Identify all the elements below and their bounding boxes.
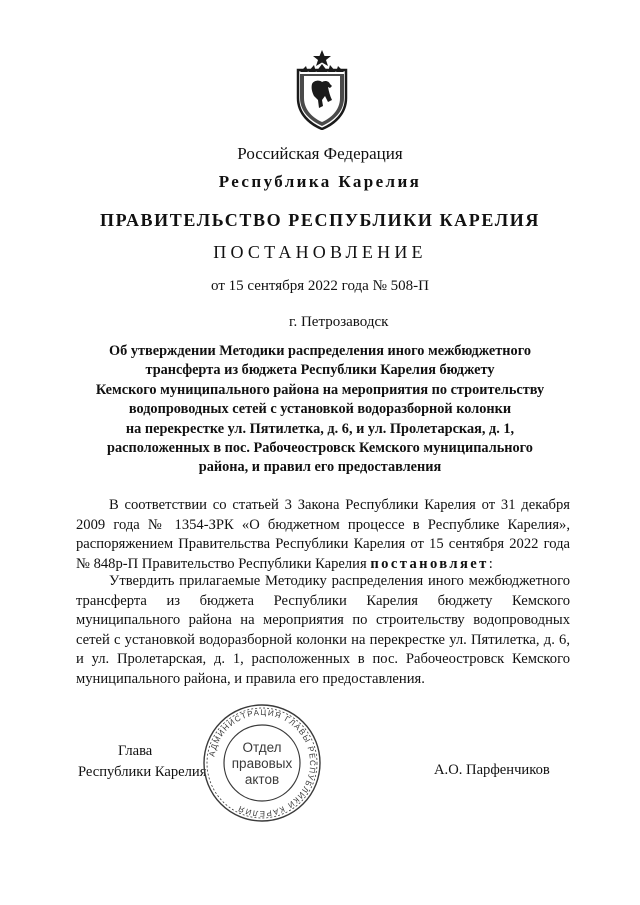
title-line: на перекрестке ул. Пятилетка, д. 6, и ул. Пролетарская, д. 1, bbox=[125, 420, 515, 437]
karelia-coat-of-arms-icon bbox=[294, 50, 350, 130]
stamp-line-1: Отдел bbox=[242, 740, 282, 755]
body-paragraph-2 bbox=[76, 572, 570, 690]
body-paragraph-1 bbox=[76, 496, 570, 574]
document-date-number: от 15 сентября 2022 года № 508-П bbox=[211, 278, 429, 294]
paragraph-1-end: : bbox=[488, 555, 493, 572]
signatory-role-line1: Глава bbox=[118, 743, 153, 759]
title-line: трансферта из бюджета Республики Карелия бюджету bbox=[145, 362, 495, 379]
stamp-line-3: актов bbox=[244, 772, 280, 787]
country-name: Российская Федерация bbox=[237, 144, 403, 163]
round-stamp bbox=[201, 702, 323, 824]
title-line: водопроводных сетей с установкой водоразборной колонки bbox=[128, 401, 512, 418]
title-line: района, и правил его предоставления bbox=[198, 459, 442, 476]
title-line: Кемского муниципального района на мероприятия по строительству bbox=[95, 381, 545, 398]
signatory-name: А.О. Парфенчиков bbox=[434, 762, 550, 778]
document-title bbox=[70, 342, 570, 478]
republic-name: Республика Карелия bbox=[218, 172, 422, 191]
stamp-line-2: правовых bbox=[231, 756, 293, 771]
document-type: ПОСТАНОВЛЕНИЕ bbox=[213, 242, 427, 262]
paragraph-2-text: Утвердить прилагаемые Методику распределения иного межбюджетного трансферта из бюджета Республики Карелия бюджету Кемского муниципального района на мероприятия по строительству водопроводных сетей с установкой водоразборной колонки на перекрестке ул. Пятилетка, д. 6, и ул. Пролетарская, д. 1, расположенных в пос. Рабочеостровск Кемского муниципального района, и правила его предоставления. bbox=[76, 573, 570, 687]
title-line: расположенных в пос. Рабочеостровск Кемского муниципального bbox=[107, 440, 533, 457]
title-line: Об утверждении Методики распределения иного межбюджетного bbox=[109, 343, 531, 359]
document-city: г. Петрозаводск bbox=[289, 314, 389, 330]
stamp-ring-text: АДМИНИСТРАЦИЯ ГЛАВЫ РЕСПУБЛИКИ КАРЕЛИЯ bbox=[207, 707, 318, 819]
signatory-role-line2: Республики Карелия bbox=[78, 764, 207, 780]
signatory-role bbox=[78, 741, 206, 783]
paragraph-1-emphasis: постановляет bbox=[370, 555, 489, 572]
government-name: ПРАВИТЕЛЬСТВО РЕСПУБЛИКИ КАРЕЛИЯ bbox=[100, 210, 540, 230]
paragraph-1-text: В соответствии со статьей 3 Закона Республики Карелия от 31 декабря 2009 года № 1354-ЗРК «О бюджетном процессе в Республике Карелия», распоряжением Правительства Республики Карелия от 15 сентября 2022 года № 848р-П Правительство Республики Карелия bbox=[76, 497, 570, 572]
